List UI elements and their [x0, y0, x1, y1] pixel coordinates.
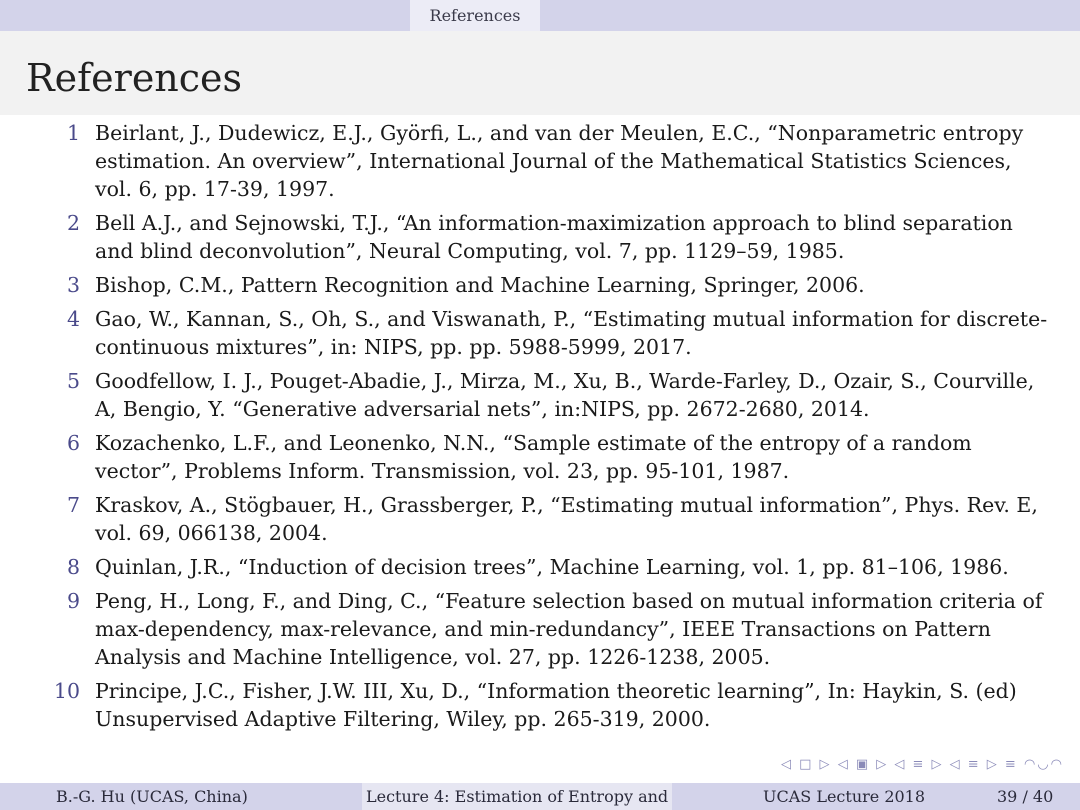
reference-number: 8 [66, 555, 80, 579]
reference-item [0, 305, 1080, 361]
reference-item [0, 491, 1080, 547]
reference-number: 3 [66, 273, 80, 297]
reference-text: Quinlan, J.R., “Induction of decision trees”, Machine Learning, vol. 1, pp. 81–106, 1986. [95, 555, 1009, 579]
reference-text: Bishop, C.M., Pattern Recognition and Machine Learning, Springer, 2006. [95, 273, 865, 297]
reference-item [0, 553, 1080, 581]
top-navigation-bar [0, 0, 1080, 31]
reference-item [0, 677, 1080, 733]
beamer-navigation-icons[interactable]: ◁ □ ▷ ◁ ▣ ▷ ◁ ≡ ▷ ◁ ≡ ▷ ≡ ◠◡◠ [781, 757, 1064, 772]
reference-number: 5 [66, 369, 80, 393]
footer-bar [0, 783, 1080, 810]
reference-item [0, 271, 1080, 299]
reference-item [0, 119, 1080, 203]
reference-text: Kozachenko, L.F., and Leonenko, N.N., “Sample estimate of the entropy of a random vector”, Problems Inform. Transmission, vol. 23, pp. 95-101, 1987. [95, 431, 972, 483]
reference-text: Peng, H., Long, F., and Ding, C., “Feature selection based on mutual information criteria of max-dependency, max-relevance, and min-redundancy”, IEEE Transactions on Pattern Analysis and Machine Intelligence, vol. 27, pp. 1226-1238, 2005. [95, 589, 1043, 669]
footer-page-number: 39 / 40 [997, 787, 1054, 806]
reference-number: 9 [66, 589, 80, 613]
footer-lecture-title: Lecture 4: Estimation of Entropy and [362, 783, 672, 810]
reference-number: 2 [66, 211, 80, 235]
reference-item [0, 587, 1080, 671]
reference-text: Kraskov, A., Stögbauer, H., Grassberger, P., “Estimating mutual information”, Phys. Rev. E, vol. 69, 066138, 2004. [95, 493, 1038, 545]
footer-event: UCAS Lecture 2018 [763, 787, 926, 806]
section-tab-references[interactable]: References [410, 0, 540, 31]
reference-list [0, 119, 1080, 739]
reference-text: Goodfellow, I. J., Pouget-Abadie, J., Mirza, M., Xu, B., Warde-Farley, D., Ozair, S., Courville, A, Bengio, Y. “Generative adversarial nets”, in:NIPS, pp. 2672-2680, 2014. [95, 369, 1035, 421]
reference-text: Bell A.J., and Sejnowski, T.J., “An information-maximization approach to blind separation and blind deconvolution”, Neural Computing, vol. 7, pp. 1129–59, 1985. [95, 211, 1013, 263]
footer-author: B.-G. Hu (UCAS, China) [56, 787, 248, 806]
reference-item [0, 209, 1080, 265]
reference-text: Gao, W., Kannan, S., Oh, S., and Viswanath, P., “Estimating mutual information for discrete-continuous mixtures”, in: NIPS, pp. pp. 5988-5999, 2017. [95, 307, 1048, 359]
reference-number: 1 [66, 121, 80, 145]
reference-text: Principe, J.C., Fisher, J.W. III, Xu, D., “Information theoretic learning”, In: Haykin, S. (ed) Unsupervised Adaptive Filtering, Wiley, pp. 265-319, 2000. [95, 679, 1017, 731]
reference-item [0, 367, 1080, 423]
reference-number: 10 [53, 679, 80, 703]
reference-text: Beirlant, J., Dudewicz, E.J., Györfi, L., and van der Meulen, E.C., “Nonparametric entropy estimation. An overview”, International Journal of the Mathematical Statistics Sciences, vol. 6, pp. 17-39, 1997. [95, 121, 1024, 201]
reference-number: 6 [66, 431, 80, 455]
slide-title: References [26, 56, 243, 100]
reference-number: 7 [66, 493, 80, 517]
reference-number: 4 [66, 307, 80, 331]
reference-item [0, 429, 1080, 485]
slide-title-bar [0, 31, 1080, 115]
